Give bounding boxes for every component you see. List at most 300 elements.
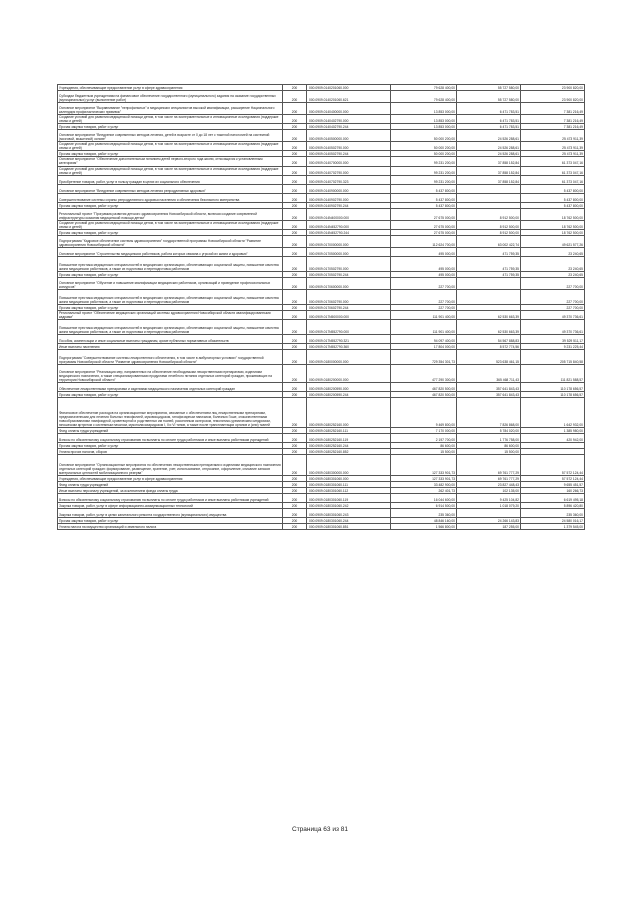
row-classification-cell: 000.0909.0180301060.000 (307, 476, 391, 482)
row-unexecuted-cell: 5 437 800,00 (521, 202, 585, 208)
row-classification-cell: 000.0909.0180200590.244 (307, 392, 391, 398)
row-code-cell: 200 (283, 91, 307, 103)
row-label-cell: Закупка товаров, работ, услуг в целях капитального ремонта государственного (муниципального) имущества (58, 509, 283, 518)
table-row (58, 115, 585, 124)
row-executed-cell: 69 761 777,29 (457, 455, 521, 476)
row-unexecuted-cell: 205 715 840,58 (521, 350, 585, 365)
row-executed-cell (457, 277, 521, 289)
row-executed-cell: 5 784 020,00 (457, 428, 521, 434)
row-unexecuted-cell: 49 370 736,61 (521, 320, 585, 335)
row-executed-cell (457, 193, 521, 202)
row-approved-cell: 729 354 301,73 (391, 350, 457, 365)
row-code-cell: 200 (283, 235, 307, 247)
table-row (58, 166, 585, 175)
row-executed-cell: 471 759,35 (457, 271, 521, 277)
row-executed-cell: 24 526 288,61 (457, 142, 521, 151)
row-executed-cell: 8 572 774,56 (457, 344, 521, 350)
row-classification-cell: 000.0909.0170000000.000 (307, 235, 391, 247)
row-executed-cell: 55 727 580,00 (457, 85, 521, 91)
row-classification-cell: 000.0909.0180252160.000 (307, 398, 391, 428)
row-unexecuted-cell: 7 381 216,49 (521, 124, 585, 130)
row-executed-cell: 8 912 500,00 (457, 220, 521, 229)
row-approved-cell: 13 853 000,00 (391, 115, 457, 124)
row-unexecuted-cell: 49 621 577,26 (521, 235, 585, 247)
row-approved-cell: 235 360,00 (391, 509, 457, 518)
row-classification-cell: 000.0909.0140402790.244 (307, 124, 391, 130)
row-label-cell: Создание условий для развития медицинской помощи детям, в том числе на экспериментальные и инновационные исследования (поддержке семьи и детей) (58, 115, 283, 124)
row-classification-cell: 000.0909.017N552790.360 (307, 344, 391, 350)
row-approved-cell: 495 000,00 (391, 256, 457, 271)
row-unexecuted-cell: 7 381 216,49 (521, 103, 585, 115)
row-approved-cell: 94 097 400,00 (391, 335, 457, 344)
row-label-cell: Уплата налога на имущество организаций и земельного налога (58, 524, 283, 530)
row-classification-cell: 000.0909.0180301060.112 (307, 488, 391, 494)
row-label-cell: Повышение престижа медицинских специальностей в медицинских организациях, обеспечивающих социальной защиты, повышение качества жизни медицинских работников, а также их подготовка и переподготовка работников (58, 256, 283, 271)
row-label-cell: Основное мероприятие "Внедрение современных методов лечения репродуктивных здоровью" (58, 184, 283, 193)
row-label-cell: Подпрограмма "Кадровое обеспечение системы здравоохранения" государственной программы Новосибирской области "Развитие здравоохранения Новосибирской области" (58, 235, 283, 247)
row-code-cell: 200 (283, 130, 307, 142)
row-executed-cell: 69 761 777,29 (457, 476, 521, 482)
row-label-cell: Прочая закупка товаров, работ и услуг (58, 271, 283, 277)
row-executed-cell: 37 858 152,84 (457, 157, 521, 166)
row-classification-cell: 000.0909.0140900000.000 (307, 184, 391, 193)
row-label-cell: Прочая закупка товаров, работ и услуг (58, 124, 283, 130)
row-label-cell: Обеспечение лекарственными препаратами и изделиями медицинского назначения отдельных категорий граждан (58, 383, 283, 392)
table-row (58, 208, 585, 220)
row-label-cell: Прочая закупка товаров, работ и услуг (58, 304, 283, 310)
row-label-cell: Основное мероприятие "Обеспечение дополнительным питанием детей первого-второго года жизни, относящихся к установленным категориям" (58, 157, 283, 166)
row-approved-cell: 5 437 800,00 (391, 184, 457, 193)
row-executed-cell: 24 266 143,83 (457, 518, 521, 524)
row-unexecuted-cell: 227 700,00 (521, 304, 585, 310)
row-code-cell: 200 (283, 157, 307, 166)
row-label-cell: Основное мероприятие "Обучение и повышение квалификации медицинских работников, организаций и проведение профессиональных конкурсов" (58, 277, 283, 289)
row-unexecuted-cell: 23 900 820,00 (521, 91, 585, 103)
row-unexecuted-cell: 23 240,65 (521, 271, 585, 277)
row-executed-cell: 24 526 288,61 (457, 130, 521, 142)
row-label-cell: Прочая закупка товаров, работ и услуг (58, 151, 283, 157)
row-code-cell: 200 (283, 208, 307, 220)
row-unexecuted-cell: 227 700,00 (521, 289, 585, 304)
row-code-cell: 200 (283, 271, 307, 277)
row-classification-cell: 000.0909.0170502790.244 (307, 271, 391, 277)
row-unexecuted-cell: 420 942,00 (521, 434, 585, 443)
row-label-cell: Основное мероприятие "Строительство медицинских работников, работа которых связана с угрозой их жизни и здоровью" (58, 247, 283, 256)
row-executed-cell: 63 002 422,74 (457, 235, 521, 247)
row-code-cell: 200 (283, 151, 307, 157)
row-label-cell: Взносы по обязательному социальному страхованию на выплаты по оплате труда работников и иные выплаты работникам учреждений (58, 434, 283, 443)
row-code-cell: 200 (283, 383, 307, 392)
table-row (58, 91, 585, 103)
row-approved-cell: 79 628 400,00 (391, 85, 457, 91)
row-code-cell: 200 (283, 494, 307, 503)
row-classification-cell: 000.0909.014N400000.000 (307, 208, 391, 220)
row-classification-cell: 000.0909.017N500000.000 (307, 310, 391, 319)
row-executed-cell: 6 471 783,51 (457, 124, 521, 130)
row-label-cell: Прочая закупка товаров, работ и услуг (58, 229, 283, 235)
row-unexecuted-cell: 7 381 216,49 (521, 115, 585, 124)
row-code-cell: 200 (283, 256, 307, 271)
row-code-cell: 200 (283, 277, 307, 289)
row-executed-cell: 357 641 843,43 (457, 392, 521, 398)
row-approved-cell: 1 566 800,00 (391, 524, 457, 530)
row-label-cell: Взносы по обязательному социальному страхованию на выплаты по оплате труда работников и иные выплаты работникам учреждений (58, 494, 283, 503)
row-approved-cell: 5 437 800,00 (391, 202, 457, 208)
row-code-cell: 200 (283, 229, 307, 235)
row-approved-cell: 50 000 200,00 (391, 142, 457, 151)
row-approved-cell: 467 820 500,00 (391, 383, 457, 392)
row-code-cell: 200 (283, 220, 307, 229)
table-row (58, 142, 585, 151)
row-code-cell: 200 (283, 142, 307, 151)
table-row (58, 256, 585, 271)
row-classification-cell: 000.0909.0140400000.000 (307, 103, 391, 115)
row-code-cell: 200 (283, 503, 307, 509)
table-row (58, 289, 585, 304)
row-label-cell: Уплата прочих налогов, сборов (58, 449, 283, 455)
row-executed-cell: 471 759,35 (457, 247, 521, 256)
row-classification-cell: 000.0909.0180252160.119 (307, 434, 391, 443)
row-label-cell: Закупка товаров, работ, услуг в сфере информационно-коммуникационных технологий (58, 503, 283, 509)
row-classification-cell: 000.0909.0180252160.111 (307, 428, 391, 434)
row-approved-cell: 227 700,00 (391, 304, 457, 310)
row-unexecuted-cell: 235 360,00 (521, 509, 585, 518)
row-code-cell: 200 (283, 320, 307, 335)
row-classification-cell: 000.0909.0170600000.000 (307, 277, 391, 289)
table-row (58, 130, 585, 142)
row-code-cell: 200 (283, 365, 307, 383)
row-label-cell: Финансовое обеспечение расходов на организационные мероприятия, связанные с обеспечением лиц лекарственными препаратами, предназначенными для лечения больных гемофилией, муковисцидозом, гипофизарным нанизмом, болезнью Гоше, злокачественными новообразованиями лимфоидной, кроветворной и родственных им тканей, рассеянным склерозом, гемолитико-уремическим синдромом, юношеским артритом с системным началом, мукополисахаридозом I, II и VI типов, а также после трансплантации органов и (или) тканей (58, 398, 283, 428)
row-label-cell: Создание условий для развития медицинской помощи детям, в том числе на экспериментальные и инновационные исследования (поддержке семьи и детей) (58, 220, 283, 229)
table-row (58, 220, 585, 229)
row-approved-cell: 27 675 000,00 (391, 208, 457, 220)
row-label-cell: Прочая закупка товаров, работ и услуг (58, 202, 283, 208)
row-unexecuted-cell: 18 762 500,00 (521, 229, 585, 235)
row-classification-cell: 000.0909.0140201060.000 (307, 85, 391, 91)
row-code-cell: 200 (283, 482, 307, 488)
table-row (58, 365, 585, 383)
table-row (58, 157, 585, 166)
row-approved-cell: 99 231 200,00 (391, 166, 457, 175)
row-executed-cell: 37 858 152,84 (457, 166, 521, 175)
row-code-cell: 200 (283, 85, 307, 91)
row-executed-cell (457, 509, 521, 518)
row-label-cell: Основное мероприятие "Реализация мер, направленных на обеспечение необходимыми лекарственными препаратами, изделиями медицинского назначения, а также специализированными продуктами лечебного питания отдельных категорий граждан, проживающих на территории Новосибирской области" (58, 365, 283, 383)
table-row (58, 434, 585, 443)
row-executed-cell: 24 526 288,61 (457, 151, 521, 157)
row-executed-cell: 62 530 663,39 (457, 320, 521, 335)
row-executed-cell: 6 471 783,51 (457, 103, 521, 115)
row-classification-cell: 000.0909.0180200000.000 (307, 365, 391, 383)
row-approved-cell: 33 482 900,00 (391, 482, 457, 488)
row-code-cell: 200 (283, 124, 307, 130)
row-executed-cell: 471 759,35 (457, 256, 521, 271)
row-code-cell: 200 (283, 488, 307, 494)
row-approved-cell: 495 000,00 (391, 271, 457, 277)
row-approved-cell: 50 000 200,00 (391, 151, 457, 157)
row-code-cell: 200 (283, 524, 307, 530)
row-code-cell: 200 (283, 193, 307, 202)
row-label-cell: Учреждения, обеспечивающие предоставление услуг в сфере здравоохранения (58, 476, 283, 482)
row-classification-cell: 000.0909.0170502790.000 (307, 256, 391, 271)
row-executed-cell: 357 641 843,43 (457, 383, 521, 392)
row-executed-cell: 8 912 500,00 (457, 229, 521, 235)
row-classification-cell: 000.0909.0180301060.119 (307, 494, 391, 503)
table-row (58, 383, 585, 392)
row-classification-cell: 000.0909.0180301060.243 (307, 509, 391, 518)
row-label-cell: Региональный проект "Обеспечение медицинских организаций системы здравоохранения Новосибирской области квалифицированными кадрами" (58, 310, 283, 319)
table-row (58, 509, 585, 518)
row-code-cell: 200 (283, 202, 307, 208)
row-classification-cell: 000.0909.0140402790.000 (307, 115, 391, 124)
table-row (58, 524, 585, 530)
table-row (58, 455, 585, 476)
row-classification-cell: 000.0909.0140702790.323 (307, 175, 391, 184)
row-unexecuted-cell: 61 373 047,16 (521, 157, 585, 166)
row-unexecuted-cell: 49 370 736,61 (521, 310, 585, 319)
row-executed-cell: 1 776 758,00 (457, 434, 521, 443)
row-approved-cell: 13 853 000,00 (391, 124, 457, 130)
row-approved-cell: 99 231 200,00 (391, 175, 457, 184)
row-classification-cell: 000.0909.0140500000.000 (307, 130, 391, 142)
row-code-cell: 200 (283, 449, 307, 455)
row-unexecuted-cell: 9 655 451,57 (521, 482, 585, 488)
row-executed-cell: 55 727 580,00 (457, 91, 521, 103)
row-code-cell: 200 (283, 310, 307, 319)
table-row (58, 488, 585, 494)
page-number: Страница 63 из 81 (292, 826, 348, 833)
row-executed-cell: 54 567 888,83 (457, 335, 521, 344)
budget-execution-table (57, 84, 585, 530)
row-unexecuted-cell: 61 373 047,16 (521, 166, 585, 175)
row-classification-cell: 000.0909.0180252160.244 (307, 443, 391, 449)
table-row (58, 175, 585, 184)
row-code-cell: 200 (283, 350, 307, 365)
row-executed-cell: 102 135,00 (457, 488, 521, 494)
row-label-cell: Прочая закупка товаров, работ и услуг (58, 392, 283, 398)
row-executed-cell: 15 500,00 (457, 449, 521, 455)
table-row (58, 398, 585, 428)
row-unexecuted-cell: 24 580 016,17 (521, 518, 585, 524)
row-unexecuted-cell: 25 473 911,39 (521, 130, 585, 142)
row-approved-cell: 13 853 000,00 (391, 103, 457, 115)
row-approved-cell: 112 624 700,00 (391, 235, 457, 247)
row-code-cell: 200 (283, 476, 307, 482)
row-approved-cell: 467 820 500,00 (391, 392, 457, 398)
row-code-cell: 200 (283, 166, 307, 175)
row-unexecuted-cell: 110 178 656,57 (521, 392, 585, 398)
row-code-cell: 200 (283, 443, 307, 449)
row-code-cell: 200 (283, 398, 307, 428)
row-label-cell: Прочая закупка товаров, работ и услуг (58, 518, 283, 524)
row-unexecuted-cell: 61 373 047,16 (521, 175, 585, 184)
row-classification-cell: 000.0909.0180301060.111 (307, 482, 391, 488)
row-unexecuted-cell: 227 700,00 (521, 277, 585, 289)
row-classification-cell: 000.0909.0180301060.244 (307, 518, 391, 524)
row-classification-cell: 000.0909.014N452790.000 (307, 220, 391, 229)
row-unexecuted-cell: 1 642 932,00 (521, 398, 585, 428)
row-unexecuted-cell: 23 240,65 (521, 247, 585, 256)
table-row (58, 350, 585, 365)
row-code-cell: 200 (283, 455, 307, 476)
row-label-cell: Подпрограмма "Совершенствование системы лекарственного обеспечения, в том числе в амбулаторных условиях" государственной программы Новосибирской области "Развитие здравоохранения Новосибирской области" (58, 350, 283, 365)
row-classification-cell: 000.0909.0180000000.000 (307, 350, 391, 365)
row-approved-cell: 262 401,73 (391, 488, 457, 494)
row-executed-cell: 187 255,00 (457, 524, 521, 530)
row-approved-cell: 7 170 000,00 (391, 428, 457, 434)
row-label-cell: Региональный проект "Программа развития детского здравоохранения Новосибирской области, включая создание современной инфраструктуры оказания медицинской помощи детям" (58, 208, 283, 220)
row-executed-cell: 6 471 783,51 (457, 115, 521, 124)
row-approved-cell: 86 600,00 (391, 443, 457, 449)
table-row (58, 320, 585, 335)
table-row (58, 494, 585, 503)
row-executed-cell: 8 912 500,00 (457, 208, 521, 220)
row-unexecuted-cell: 25 473 911,39 (521, 142, 585, 151)
row-approved-cell: 17 804 000,00 (391, 344, 457, 350)
row-unexecuted-cell: 160 266,73 (521, 488, 585, 494)
row-label-cell: Повышение престижа медицинских специальностей в медицинских организациях, обеспечивающих социальной защиты, повышение качества жизни медицинских работников, а также их подготовка и переподготовка работников (58, 289, 283, 304)
row-classification-cell: 000.0909.0170602790.244 (307, 304, 391, 310)
table-row (58, 235, 585, 247)
row-executed-cell: 365 468 711,43 (457, 365, 521, 383)
row-classification-cell: 000.0909.0180200590.000 (307, 383, 391, 392)
row-classification-cell: 000.0909.017N552790.321 (307, 335, 391, 344)
row-approved-cell: 111 901 400,00 (391, 310, 457, 319)
row-label-cell: Основное мероприятие "Внедрение современных методов лечения, детей в возрасте от 0 до 18 лет с тяжелой патологией на системной (мозговой, мышечной) основе" (58, 130, 283, 142)
row-approved-cell: 27 675 000,00 (391, 229, 457, 235)
row-code-cell: 200 (283, 335, 307, 344)
row-unexecuted-cell: 1 379 545,00 (521, 524, 585, 530)
row-unexecuted-cell: 23 900 820,00 (521, 85, 585, 91)
row-code-cell: 200 (283, 509, 307, 518)
row-classification-cell: 000.0909.0180300000.000 (307, 455, 391, 476)
row-approved-cell: 495 000,00 (391, 247, 457, 256)
table-row (58, 184, 585, 193)
table-row (58, 277, 585, 289)
row-executed-cell: 86 600,00 (457, 443, 521, 449)
row-approved-cell: 79 628 400,00 (391, 91, 457, 103)
row-approved-cell: 16 044 600,00 (391, 494, 457, 503)
row-unexecuted-cell: 57 572 124,44 (521, 476, 585, 482)
row-unexecuted-cell: 5 896 420,80 (521, 503, 585, 509)
row-classification-cell: 000.0909.017N552790.000 (307, 320, 391, 335)
row-code-cell: 200 (283, 184, 307, 193)
row-approved-cell: 111 901 400,00 (391, 320, 457, 335)
row-code-cell: 200 (283, 518, 307, 524)
table-row (58, 247, 585, 256)
row-code-cell: 200 (283, 392, 307, 398)
row-unexecuted-cell: 9 231 225,44 (521, 344, 585, 350)
row-code-cell: 200 (283, 175, 307, 184)
row-executed-cell (457, 184, 521, 193)
row-approved-cell: 6 914 500,00 (391, 503, 457, 509)
row-classification-cell: 000.0909.0170602790.000 (307, 289, 391, 304)
row-approved-cell: 27 675 000,00 (391, 220, 457, 229)
row-classification-cell: 000.0909.0140201060.621 (307, 91, 391, 103)
row-executed-cell: 523 638 461,15 (457, 350, 521, 365)
row-unexecuted-cell: 111 821 588,57 (521, 365, 585, 383)
row-approved-cell: 48 846 160,00 (391, 518, 457, 524)
row-classification-cell: 000.0909.0140502790.244 (307, 151, 391, 157)
row-approved-cell: 2 197 700,00 (391, 434, 457, 443)
row-classification-cell: 000.0909.0170500000.000 (307, 247, 391, 256)
row-code-cell: 200 (283, 247, 307, 256)
row-code-cell: 200 (283, 344, 307, 350)
row-approved-cell: 99 231 200,00 (391, 157, 457, 166)
row-classification-cell: 000.0909.014N452790.244 (307, 229, 391, 235)
row-label-cell: Учреждения, обеспечивающие предоставление услуг в сфере здравоохранения (58, 85, 283, 91)
row-executed-cell: 1 018 079,20 (457, 503, 521, 509)
row-classification-cell: 000.0909.0140702790.000 (307, 166, 391, 175)
row-label-cell: Иные выплаты персоналу учреждений, за исключением фонда оплаты труда (58, 488, 283, 494)
row-label-cell: Фонд оплаты труда учреждений (58, 482, 283, 488)
row-unexecuted-cell: 57 572 124,44 (521, 455, 585, 476)
row-classification-cell: 000.0909.0180301060.851 (307, 524, 391, 530)
row-label-cell: Прочая закупка товаров, работ и услуг (58, 443, 283, 449)
row-approved-cell: 227 700,00 (391, 289, 457, 304)
table-row (58, 103, 585, 115)
row-label-cell: Фонд оплаты труда учреждений (58, 428, 283, 434)
row-code-cell: 200 (283, 115, 307, 124)
row-classification-cell: 000.0909.0180252160.852 (307, 449, 391, 455)
row-executed-cell: 7 826 868,00 (457, 398, 521, 428)
row-classification-cell: 000.0909.0140902790.000 (307, 193, 391, 202)
row-code-cell: 200 (283, 434, 307, 443)
row-approved-cell: 127 333 901,73 (391, 476, 457, 482)
table-row (58, 193, 585, 202)
row-code-cell: 200 (283, 304, 307, 310)
row-approved-cell: 127 333 901,73 (391, 455, 457, 476)
row-label-cell: Приобретение товаров, работ, услуг в пользу граждан в целях их социального обеспечения (58, 175, 283, 184)
row-unexecuted-cell: 1 385 980,00 (521, 428, 585, 434)
row-unexecuted-cell: 23 240,65 (521, 256, 585, 271)
row-approved-cell: 15 500,00 (391, 449, 457, 455)
row-label-cell: Основное мероприятие "Выравнивание "непрофильных" и медицинских специалистов высокой квалификации, расширение Национального календаря профилактических прививок" (58, 103, 283, 115)
table-row (58, 335, 585, 344)
row-label-cell: Совершенствование системы охраны репродуктивного здоровья населения и обеспечения безопасного материнства (58, 193, 283, 202)
row-executed-cell: 62 530 663,39 (457, 310, 521, 319)
table-row (58, 503, 585, 509)
table-row (58, 310, 585, 319)
row-label-cell: Создание условий для развития медицинской помощи детям, в том числе на экспериментальные и инновационные исследования (поддержке семьи и детей) (58, 166, 283, 175)
row-unexecuted-cell: 39 529 511,17 (521, 335, 585, 344)
row-unexecuted-cell: 18 762 500,00 (521, 208, 585, 220)
row-label-cell: Пособия, компенсации и иные социальные выплаты гражданам, кроме публичных нормативных обязательств (58, 335, 283, 344)
row-label-cell: Субсидии бюджетным учреждениям на финансовое обеспечение государственного (муниципального) задания на оказание государственных (муниципальных) услуг (выполнение работ) (58, 91, 283, 103)
row-code-cell: 200 (283, 103, 307, 115)
row-executed-cell (457, 289, 521, 304)
table-row (58, 85, 585, 91)
row-label-cell: Основное мероприятие "Организационные мероприятия по обеспечению лекарственными препаратами и изделиями медицинского назначения отдельных категорий граждан: формирование, размещение, хранение, учет, использование, отпускание, оформление, списание запасов материальных ценностей мобилизационного резерва" (58, 455, 283, 476)
row-executed-cell: 9 425 104,82 (457, 494, 521, 503)
row-approved-cell: 50 000 200,00 (391, 130, 457, 142)
row-label-cell: Повышение престижа медицинских специальностей в медицинских организациях, обеспечивающих социальной защиты, повышение качества жизни медицинских работников, а также их подготовка и переподготовка работников (58, 320, 283, 335)
row-approved-cell: 477 290 300,00 (391, 365, 457, 383)
row-unexecuted-cell: 5 437 800,00 (521, 193, 585, 202)
row-unexecuted-cell: 18 762 500,00 (521, 220, 585, 229)
row-executed-cell: 37 858 152,84 (457, 175, 521, 184)
row-unexecuted-cell: 110 178 656,57 (521, 383, 585, 392)
row-label-cell: Иные выплаты населению (58, 344, 283, 350)
table-row (58, 476, 585, 482)
row-approved-cell: 5 437 800,00 (391, 193, 457, 202)
row-code-cell: 200 (283, 289, 307, 304)
row-label-cell: Создание условий для развития медицинской помощи детям, в том числе на экспериментальные и инновационные исследования (поддержке семьи и детей) (58, 142, 283, 151)
row-unexecuted-cell: 5 437 800,00 (521, 184, 585, 193)
row-code-cell: 200 (283, 428, 307, 434)
row-unexecuted-cell: 25 473 911,39 (521, 151, 585, 157)
row-classification-cell: 000.0909.0140502790.000 (307, 142, 391, 151)
